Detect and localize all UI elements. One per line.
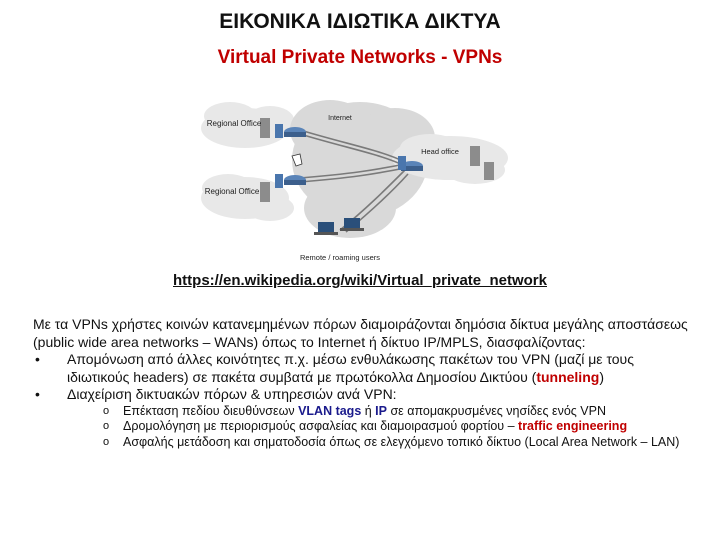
traffic-engineering-highlight: traffic engineering <box>518 419 628 433</box>
main-bullet-list <box>33 351 693 450</box>
wikipedia-link[interactable]: https://en.wikipedia.org/wiki/Virtual_private_network <box>173 272 547 289</box>
sub-bullet-secure-transmission: o Ασφαλής μετάδοση και σηματοδοσία όπως σε ελεγχόμενο τοπικό δίκτυο (Local Area Network – LAN) <box>67 435 693 451</box>
bullet-management: • Διαχείριση δικτυακών πόρων & υπηρεσιών ανά VPN: o Επέκταση πεδίου διευθύνσεων VLAN tags ή IP σε απομακρυσμένες νησίδες ενός VPN o Δρομολόγηση με περιορισμούς ασφαλείας και διαμοιρασμού φορτίου – traffic engineering o Ασφαλής μετάδοση και σηματοδοσία όπως σε ελεγχόμενο τοπικό δίκτυο (Local Area Network – LAN) <box>33 386 693 450</box>
bullet-isolation: • Απομόνωση από άλλες κοινότητες π.χ. μέσω ενθυλάκωσης πακέτων του VPN (μαζί με τους ιδιωτικούς headers) σε πακέτα συμβατά με πρωτόκολλα Δημοσίου Δικτύου (tunneling) <box>33 351 693 386</box>
intro-paragraph: Με τα VPNs χρήστες κοινών κατανεμημένων πόρων διαμοιράζονται δημόσια δίκτυα μεγάλης αποστάσεως (public wide area networks – WANs) όπως το Internet ή δίκτυο IP/MPLS, διασφαλίζοντας: <box>33 316 688 350</box>
sub-bullet-list <box>67 404 693 451</box>
tunneling-highlight: tunneling <box>536 368 600 385</box>
regional-office-label-2: Regional Office <box>204 187 260 196</box>
body-text <box>33 316 693 450</box>
wikipedia-link-container <box>0 272 720 289</box>
sub-bullet-addressing: o Επέκταση πεδίου διευθύνσεων VLAN tags ή IP σε απομακρυσμένες νησίδες ενός VPN <box>67 404 693 420</box>
slide-title: ΕΙΚΟΝΙΚΑ ΙΔΙΩΤΙΚΑ ΔΙΚΤΥΑ <box>219 10 501 33</box>
regional-office-label-1: Regional Office <box>206 119 262 128</box>
sub-bullet-routing: o Δρομολόγηση με περιορισμούς ασφαλείας και διαμοιρασμού φορτίου – traffic engineering <box>67 419 693 435</box>
internet-label: Internet <box>328 115 352 122</box>
remote-users-label: Remote / roaming users <box>299 253 381 262</box>
slide-subtitle: Virtual Private Networks - VPNs <box>217 47 503 68</box>
head-office-label: Head office <box>421 147 459 156</box>
vpn-network-diagram <box>200 90 520 270</box>
